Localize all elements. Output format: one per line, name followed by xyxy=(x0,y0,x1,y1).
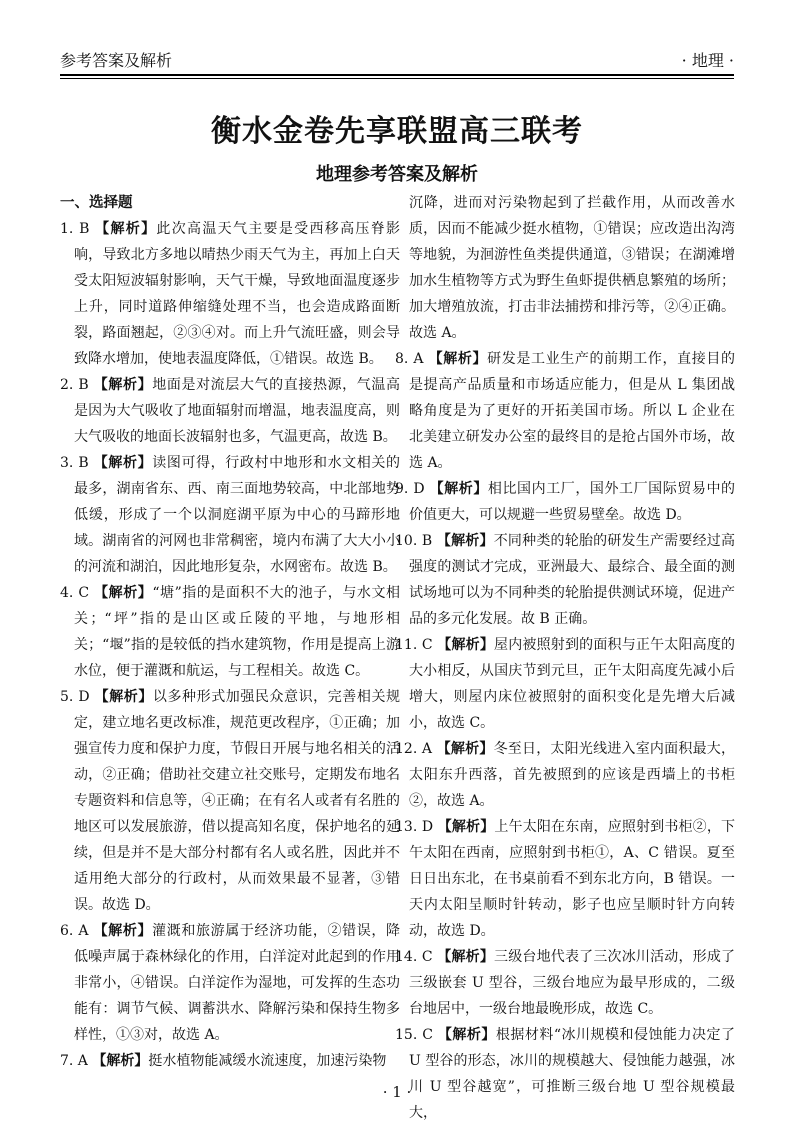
answer-list-left xyxy=(60,216,400,1074)
analysis-tag: 【解析】 xyxy=(437,819,495,835)
answer-item xyxy=(60,580,400,684)
analysis-tag: 【解析】 xyxy=(436,533,494,549)
answer-item xyxy=(395,814,735,944)
analysis-tag: 【解析】 xyxy=(93,455,153,471)
analysis-tag: 【解析】 xyxy=(437,1027,496,1043)
answer-item xyxy=(395,346,735,476)
analysis-tag: 【解析】 xyxy=(437,637,495,653)
analysis-tag: 【解析】 xyxy=(428,351,488,367)
analysis-tag: 【解析】 xyxy=(95,221,157,237)
analysis-tag: 【解析】 xyxy=(94,689,153,705)
analysis-tag: 【解析】 xyxy=(93,377,153,393)
answer-number: 5. D xyxy=(60,689,90,705)
page-number: · 1 · xyxy=(382,1083,412,1101)
answer-item xyxy=(60,216,400,372)
answer-item xyxy=(395,476,735,528)
answer-item xyxy=(60,1048,400,1074)
analysis-tag: 【解析】 xyxy=(436,741,494,757)
answer-item xyxy=(395,528,735,632)
analysis-tag: 【解析】 xyxy=(93,923,153,939)
analysis-tag: 【解析】 xyxy=(429,481,488,497)
answer-text: 灌溉和旅游属于经济功能，②错误，降低噪声属于森林绿化的作用，白洋淀对此起到的作用非常小，④错误。白洋淀作为湿地，可发挥的生态功能有：调节气候、调蓄洪水、降解污染和保持生物多样性，①③对，故选 A。 xyxy=(74,923,401,1043)
header-rule-thick xyxy=(60,74,734,76)
answer-list-right xyxy=(395,346,735,1126)
answer-number: 3. B xyxy=(60,455,89,471)
answer-text: 挺水植物能减缓水流速度，加速污染物 xyxy=(148,1053,387,1069)
answer-number: 11. C xyxy=(395,637,433,653)
answer-text: 此次高温天气主要是受西移高压脊影响，导致北方多地以晴热少雨天气为主，再加上白天受太阳短波辐射影响，天气干燥，导致地面温度逐步上升，同时道路伸缩缝处理不当，也会造成路面断裂，路面翘起，②③④对。而上升气流旺盛，则会导致降水增加，使地表温度降低，①错误。故选 B。 xyxy=(74,221,401,367)
answer-item xyxy=(395,944,735,1022)
answer-text: 上午太阳在东南，应照射到书柜②，下午太阳在西南，应照射到书柜①，A、C 错误。夏至日日出东北，在书桌前看不到东北方向，B 错误。一天内太阳呈顺时针转动，影子也应呈顺时针方向转动，故选 D。 xyxy=(409,819,736,939)
right-column xyxy=(395,190,735,1126)
header-right-text: · 地理 · xyxy=(681,51,734,70)
answer-item xyxy=(60,918,400,1048)
answer-number: 7. A xyxy=(60,1053,88,1069)
answer-text: 三级台地代表了三次冰川活动，形成了三级嵌套 U 型谷，三级台地应为最早形成的，二级台地居中，一级台地最晚形成，故选 C。 xyxy=(409,949,736,1017)
answer-number: 12. A xyxy=(395,741,433,757)
answer-text: 地面是对流层大气的直接热源，气温高是因为大气吸收了地面辐射而增温，地表温度高，则大气吸收的地面长波辐射也多，气温更高，故选 B。 xyxy=(74,377,401,445)
answer-text: 根据材料“冰川规模和侵蚀能力决定了 U 型谷的形态，冰川的规模越大、侵蚀能力越强，冰川 U 型谷越宽”，可推断三级台地 U 型谷规模最大， xyxy=(409,1027,736,1121)
answer-item xyxy=(395,632,735,736)
answer-number: 15. C xyxy=(395,1027,433,1043)
answer-number: 8. A xyxy=(395,351,424,367)
answer-item xyxy=(395,736,735,814)
answer-text: 以多种形式加强民众意识，完善相关规定，建立地名更改标准，规范更改程序，①正确；加强宣传力度和保护力度，节假日开展与地名相关的活动，②正确；借助社交建立社交账号，定期发布地名专题资料和信息等，④正确；在有名人或者有名胜的地区可以发展旅游，借以提高知名度，保护地名的延续，但是并不是大部分村都有名人或名胜，因此并不适用绝大部分的行政村，从而效果最不显著，③错误。故选 D。 xyxy=(74,689,401,913)
answer-item xyxy=(60,450,400,580)
page-header xyxy=(60,0,734,78)
answer-number: 9. D xyxy=(395,481,425,497)
answer-text: 读图可得，行政村中地形和水文相关的最多，湖南省东、西、南三面地势较高，中北部地势低缓，形成了一个以洞庭湖平原为中心的马蹄形地域。湖南省的河网也非常稠密，境内布满了大大小小的河流和湖泊，因此地形复杂，水网密布。故选 B。 xyxy=(74,455,401,575)
answer-text: 不同种类的轮胎的研发生产需要经过高强度的测试才完成，亚洲最大、最综合、最全面的测试场地可以为不同种类的轮胎提供测试环境，促进产品的多元化发展。故 B 正确。 xyxy=(409,533,735,627)
left-column xyxy=(60,190,400,1074)
document-subtitle: 地理参考答案及解析 xyxy=(316,164,478,185)
answer-item xyxy=(60,372,400,450)
answer-text: 冬至日，太阳光线进入室内面积最大，太阳东升西落，首先被照到的应该是西墙上的书柜②，故选 A。 xyxy=(409,741,736,809)
answer-text: 相比国内工厂，国外工厂国际贸易中的价值更大，可以规避一些贸易壁垒。故选 D。 xyxy=(409,481,736,523)
analysis-tag: 【解析】 xyxy=(437,949,495,965)
answer-item xyxy=(395,1022,735,1126)
answer-number: 14. C xyxy=(395,949,433,965)
answer-text: “塘”指的是面积不大的池子，与水文相关；“坪”指的是山区或丘陵的平地，与地形相关；“堰”指的是较低的挡水建筑物，作用是提高上游水位，便于灌溉和航运，与工程相关。故选 C。 xyxy=(74,585,401,679)
answer-number: 4. C xyxy=(60,585,90,601)
document-title: 衡水金卷先享联盟高三联考 xyxy=(211,114,583,149)
answer-number: 2. B xyxy=(60,377,89,393)
answer-number: 13. D xyxy=(395,819,434,835)
answer-number: 1. B xyxy=(60,221,90,237)
answer-item xyxy=(60,684,400,918)
answer-number: 10. B xyxy=(395,533,433,549)
analysis-tag: 【解析】 xyxy=(92,1053,149,1069)
section-heading: 一、选择题 xyxy=(60,194,133,211)
header-rule-thin xyxy=(60,78,734,79)
analysis-tag: 【解析】 xyxy=(94,585,153,601)
answer-text: 研发是工业生产的前期工作，直接目的是提高产品质量和市场适应能力，但是从 L 集团战略角度是为了更好的开拓美国市场。所以 L 企业在北美建立研发办公室的最终目的是抢占国外市场，故选 A。 xyxy=(409,351,736,471)
header-left-text: 参考答案及解析 xyxy=(60,51,173,70)
answer-text: 屋内被照射到的面积与正午太阳高度的大小相反，从国庆节到元旦，正午太阳高度先减小后增大，则屋内床位被照射的面积变化是先增大后减小，故选 C。 xyxy=(409,637,736,731)
answer-number: 6. A xyxy=(60,923,89,939)
answer-7-continuation: 沉降，进而对污染物起到了拦截作用，从而改善水质，因而不能减少挺水植物，①错误；应改造出沟湾等地貌，为洄游性鱼类提供通道，③错误；在湖滩增加水生植物等方式为野生鱼虾提供栖息繁殖的场所；加大增殖放流，打击非法捕捞和排污等，②④正确。故选 A。 xyxy=(409,195,735,341)
